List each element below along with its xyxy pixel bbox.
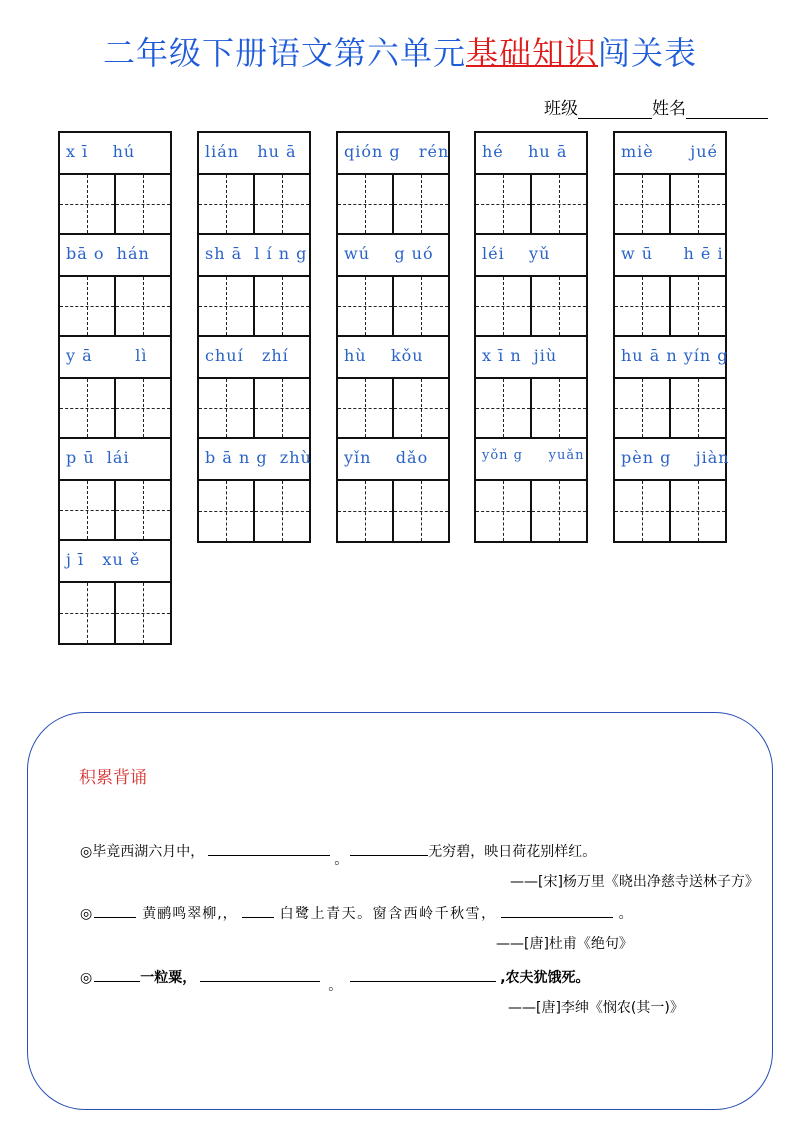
pinyin-text: j ī xu ě <box>66 550 141 569</box>
word-cell <box>199 439 312 541</box>
pinyin-row <box>60 337 170 379</box>
tianzige-box[interactable] <box>615 175 669 233</box>
pinyin-row <box>476 133 586 175</box>
guide-line-horizontal <box>116 510 170 511</box>
student-info <box>544 94 768 119</box>
tianzige-box[interactable] <box>114 379 170 437</box>
writing-grid <box>476 277 586 337</box>
guide-line-horizontal <box>338 306 392 307</box>
guide-line-horizontal <box>60 204 114 205</box>
writing-grid <box>199 481 309 541</box>
tianzige-box[interactable] <box>338 481 392 541</box>
guide-line-horizontal <box>532 511 586 512</box>
guide-line-horizontal <box>394 511 448 512</box>
pinyin-row <box>199 439 312 481</box>
word-cell <box>60 541 170 643</box>
tianzige-box[interactable] <box>253 277 309 335</box>
tianzige-box[interactable] <box>669 379 725 437</box>
word-cell <box>338 235 448 337</box>
guide-line-horizontal <box>338 511 392 512</box>
pinyin-text: qión g rén <box>344 142 450 161</box>
writing-grid <box>60 277 170 337</box>
pinyin-text: b ā n g zhù <box>205 448 312 467</box>
poem-source-3: ——[唐]李绅《悯农(其一)》 <box>508 1000 684 1016</box>
pinyin-text: bā o hán <box>66 244 150 263</box>
pinyin-text: sh ā l í n g <box>205 244 308 263</box>
tianzige-box[interactable] <box>114 175 170 233</box>
guide-line-horizontal <box>60 306 114 307</box>
tianzige-box[interactable] <box>530 277 586 335</box>
poem-source-1: ——[宋]杨万里《晓出净慈寺送林子方》 <box>510 874 759 890</box>
blank[interactable] <box>94 967 140 982</box>
pinyin-row <box>476 439 586 481</box>
blank[interactable] <box>350 967 496 982</box>
tianzige-box[interactable] <box>530 175 586 233</box>
pinyin-text: hé hu ā <box>482 142 568 161</box>
tianzige-box[interactable] <box>669 277 725 335</box>
writing-grid <box>615 175 725 235</box>
guide-line-horizontal <box>255 306 309 307</box>
guide-line-horizontal <box>532 408 586 409</box>
pinyin-text: chuí zhí <box>205 346 289 365</box>
word-column <box>58 131 172 645</box>
writing-grid <box>60 583 170 643</box>
word-cell <box>60 337 170 439</box>
writing-grid <box>199 277 309 337</box>
tianzige-box[interactable] <box>60 379 114 437</box>
word-cell <box>615 337 729 439</box>
tianzige-box[interactable] <box>60 277 114 335</box>
pinyin-text: lián hu ā <box>205 142 297 161</box>
class-label: 班级 <box>544 99 578 119</box>
writing-grid <box>338 379 448 439</box>
word-cell <box>615 439 730 541</box>
word-cell <box>476 235 586 337</box>
guide-line-horizontal <box>476 204 530 205</box>
guide-line-horizontal <box>671 306 725 307</box>
guide-line-horizontal <box>60 408 114 409</box>
pinyin-row <box>615 235 725 277</box>
pinyin-row <box>476 235 586 277</box>
tianzige-box[interactable] <box>60 481 114 539</box>
guide-line-horizontal <box>199 306 253 307</box>
guide-line-horizontal <box>532 204 586 205</box>
guide-line-horizontal <box>60 510 114 511</box>
pinyin-text: pèn g jiàn <box>621 448 730 467</box>
class-field[interactable] <box>578 102 652 119</box>
guide-line-horizontal <box>338 408 392 409</box>
blank[interactable] <box>208 841 330 856</box>
guide-line-horizontal <box>255 408 309 409</box>
guide-line-horizontal <box>338 204 392 205</box>
poem-line-3: ◎ 一粒粟， 。 ,农夫犹饿死。 <box>80 967 590 987</box>
writing-grid <box>338 175 448 235</box>
blank[interactable] <box>200 967 320 982</box>
pinyin-row <box>199 133 309 175</box>
word-cell <box>615 133 725 235</box>
writing-grid <box>60 175 170 235</box>
writing-grid <box>199 175 309 235</box>
pinyin-text: w ū h ē i <box>621 244 724 263</box>
writing-grid <box>60 481 170 541</box>
word-column <box>474 131 588 543</box>
word-cell <box>476 133 586 235</box>
tianzige-box[interactable] <box>253 175 309 233</box>
guide-line-horizontal <box>255 204 309 205</box>
pinyin-text: yǐn dǎo <box>344 448 429 467</box>
guide-line-horizontal <box>116 204 170 205</box>
guide-line-horizontal <box>476 306 530 307</box>
pinyin-text: y ā lì <box>66 346 148 365</box>
pinyin-row <box>615 133 725 175</box>
writing-grid <box>476 175 586 235</box>
tianzige-box[interactable] <box>199 277 253 335</box>
guide-line-horizontal <box>671 408 725 409</box>
guide-line-horizontal <box>394 408 448 409</box>
blank[interactable] <box>94 903 136 918</box>
tianzige-box[interactable] <box>60 175 114 233</box>
pinyin-row <box>199 235 309 277</box>
name-label: 姓名 <box>652 99 686 119</box>
tianzige-box[interactable] <box>392 175 448 233</box>
tianzige-box[interactable] <box>392 379 448 437</box>
word-cell <box>338 337 448 439</box>
guide-line-horizontal <box>116 613 170 614</box>
pinyin-row <box>60 541 170 583</box>
word-cell <box>199 337 309 439</box>
pinyin-text: hù kǒu <box>344 346 424 365</box>
tianzige-box[interactable] <box>199 175 253 233</box>
guide-line-horizontal <box>394 306 448 307</box>
blank[interactable] <box>501 903 613 918</box>
tianzige-box[interactable] <box>253 481 309 541</box>
guide-line-horizontal <box>532 306 586 307</box>
blank[interactable] <box>350 841 428 856</box>
pinyin-row <box>338 235 448 277</box>
guide-line-horizontal <box>255 511 309 512</box>
writing-grid <box>615 379 725 439</box>
word-cell <box>199 235 309 337</box>
tianzige-box[interactable] <box>114 583 170 643</box>
writing-grid <box>338 481 448 541</box>
title-highlight: 基础知识 <box>465 34 598 72</box>
writing-grid <box>476 481 586 541</box>
guide-line-horizontal <box>116 408 170 409</box>
tianzige-box[interactable] <box>199 379 253 437</box>
guide-line-horizontal <box>116 306 170 307</box>
word-cell <box>338 133 448 235</box>
poem-line-1: ◎毕竟西湖六月中， 。 无穷碧，映日荷花别样红。 <box>80 841 596 861</box>
writing-grid <box>476 379 586 439</box>
guide-line-horizontal <box>671 204 725 205</box>
pinyin-row <box>60 439 170 481</box>
recite-title: 积累背诵 <box>79 768 147 788</box>
pinyin-row <box>615 337 729 379</box>
word-cell <box>199 133 309 235</box>
blank[interactable] <box>242 903 274 918</box>
title-part-1: 二年级下册语文第六单元 <box>102 34 466 72</box>
tianzige-box[interactable] <box>114 481 170 539</box>
poem-source-2: ——[唐]杜甫《绝句》 <box>496 936 633 952</box>
tianzige-box[interactable] <box>615 481 669 541</box>
guide-line-horizontal <box>671 511 725 512</box>
tianzige-box[interactable] <box>615 277 669 335</box>
word-column <box>197 131 311 543</box>
page-title <box>0 28 800 74</box>
tianzige-box[interactable] <box>114 277 170 335</box>
poem-line-2: ◎ 黄鹂鸣翠柳,， 白鹭上青天。窗含西岭千秋雪， 。 <box>80 903 633 923</box>
tianzige-box[interactable] <box>669 481 725 541</box>
pinyin-row <box>338 337 448 379</box>
writing-grid <box>615 277 725 337</box>
guide-line-horizontal <box>476 511 530 512</box>
pinyin-row <box>338 133 448 175</box>
writing-grid <box>199 379 309 439</box>
tianzige-box[interactable] <box>476 379 530 437</box>
guide-line-horizontal <box>615 408 669 409</box>
guide-line-horizontal <box>199 511 253 512</box>
pinyin-text: miè jué <box>621 142 719 161</box>
guide-line-horizontal <box>476 408 530 409</box>
word-column <box>613 131 730 543</box>
pinyin-text: p ū lái <box>66 448 130 467</box>
tianzige-box[interactable] <box>253 379 309 437</box>
guide-line-horizontal <box>199 408 253 409</box>
pinyin-row <box>338 439 448 481</box>
pinyin-text: x ī hú <box>66 142 136 161</box>
recite-panel <box>27 712 773 1110</box>
guide-line-horizontal <box>394 204 448 205</box>
pinyin-row <box>60 235 170 277</box>
word-column <box>336 131 450 543</box>
pinyin-row <box>60 133 170 175</box>
pinyin-row <box>476 337 586 379</box>
tianzige-box[interactable] <box>392 277 448 335</box>
tianzige-box[interactable] <box>338 379 392 437</box>
word-cell <box>60 133 170 235</box>
word-cell <box>338 439 448 541</box>
pinyin-text: léi yǔ <box>482 244 551 263</box>
tianzige-box[interactable] <box>338 277 392 335</box>
tianzige-box[interactable] <box>392 481 448 541</box>
word-cell <box>60 439 170 541</box>
tianzige-box[interactable] <box>476 277 530 335</box>
pinyin-text: wú g uó <box>344 244 434 263</box>
tianzige-box[interactable] <box>476 481 530 541</box>
writing-grid <box>60 379 170 439</box>
tianzige-box[interactable] <box>615 379 669 437</box>
tianzige-box[interactable] <box>530 481 586 541</box>
guide-line-horizontal <box>60 613 114 614</box>
pinyin-text: hu ā n yín g <box>621 346 729 365</box>
tianzige-box[interactable] <box>60 583 114 643</box>
writing-grid <box>338 277 448 337</box>
writing-grid <box>615 481 725 541</box>
tianzige-box[interactable] <box>530 379 586 437</box>
word-cell <box>476 337 586 439</box>
title-part-3: 闯关表 <box>598 34 698 72</box>
pinyin-text: yǒn g yuǎn <box>482 448 585 463</box>
word-cell <box>476 439 586 541</box>
tianzige-box[interactable] <box>338 175 392 233</box>
pinyin-row <box>615 439 730 481</box>
tianzige-box[interactable] <box>476 175 530 233</box>
pinyin-row <box>199 337 309 379</box>
guide-line-horizontal <box>615 511 669 512</box>
guide-line-horizontal <box>615 204 669 205</box>
guide-line-horizontal <box>615 306 669 307</box>
word-cell <box>615 235 725 337</box>
tianzige-box[interactable] <box>669 175 725 233</box>
name-field[interactable] <box>686 102 768 119</box>
guide-line-horizontal <box>199 204 253 205</box>
tianzige-box[interactable] <box>199 481 253 541</box>
pinyin-text: x ī n jiù <box>482 346 558 365</box>
word-cell <box>60 235 170 337</box>
